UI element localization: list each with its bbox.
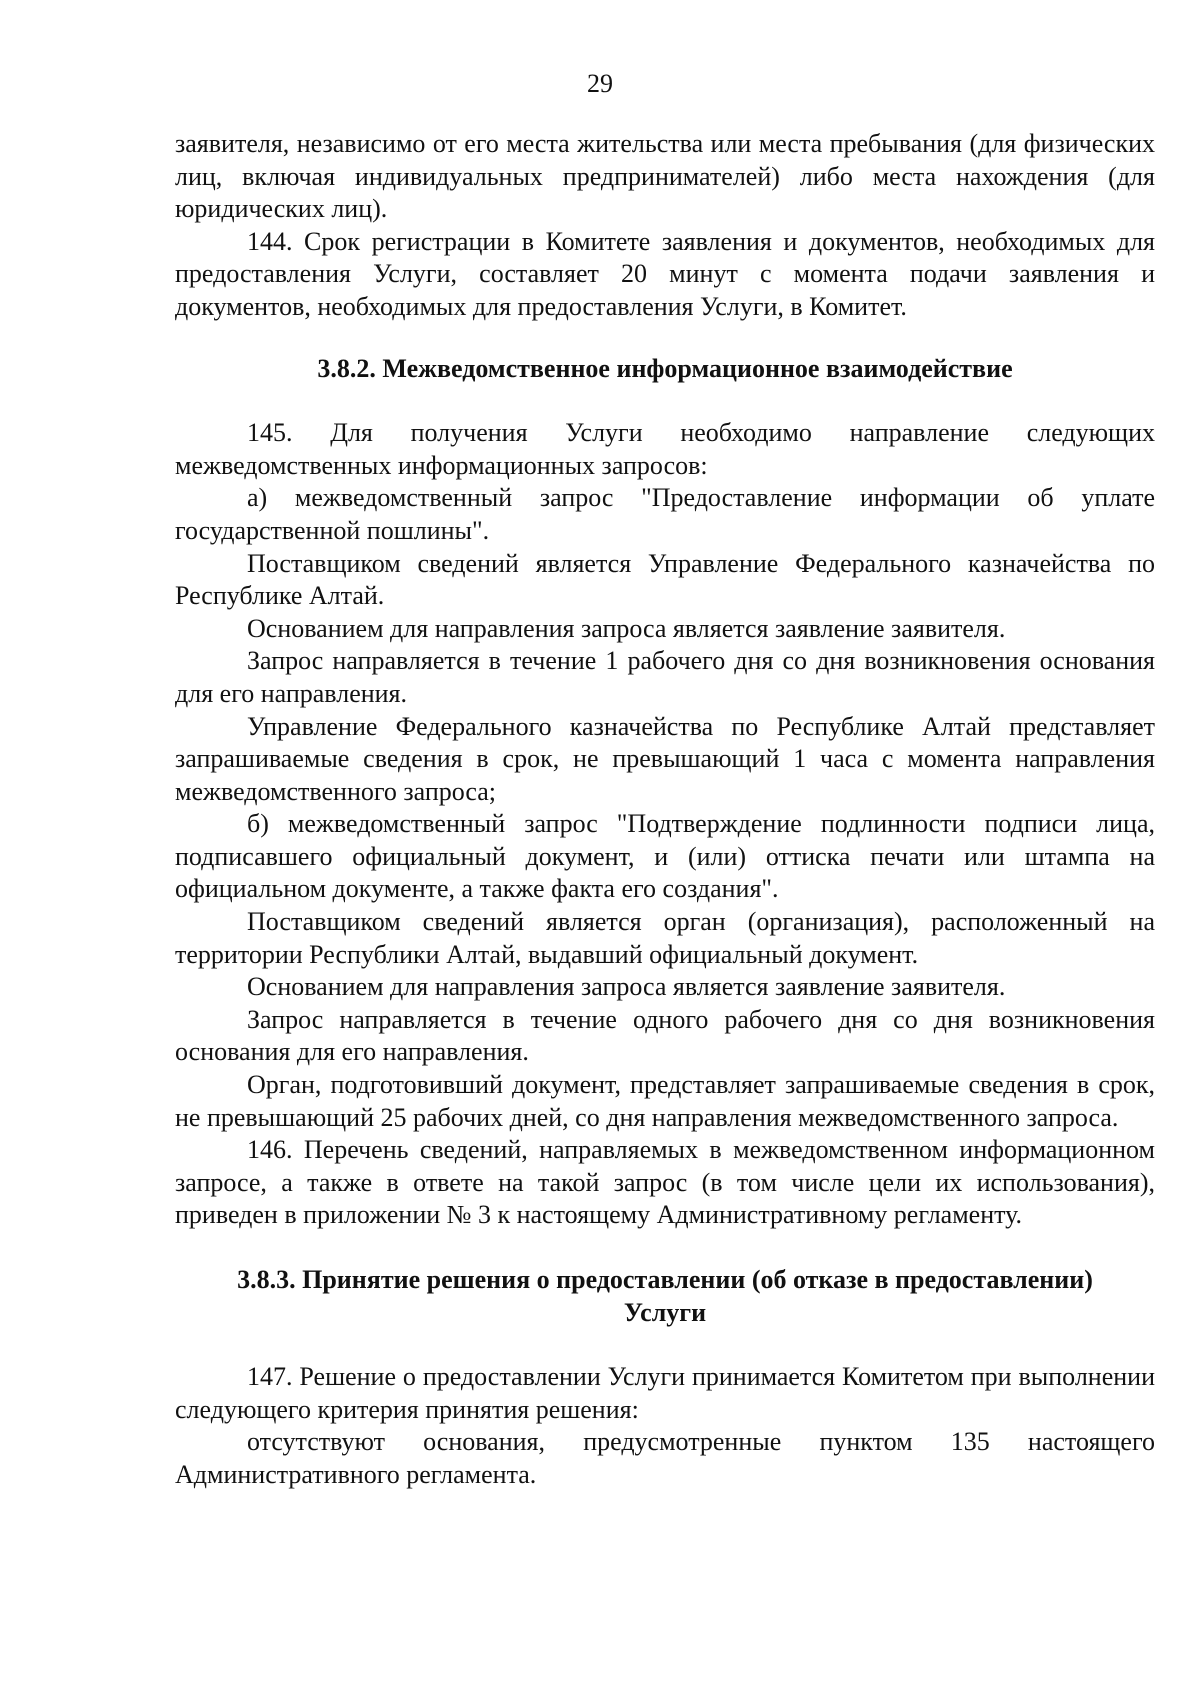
paragraph: а) межведомственный запрос "Предоставление информации об уплате государственной пошлины". xyxy=(175,483,1155,545)
section-heading-line: Услуги xyxy=(623,1297,707,1327)
page-number: 29 xyxy=(587,69,613,98)
paragraph: Основанием для направления запроса является заявление заявителя. xyxy=(247,972,1006,1002)
section-heading xyxy=(175,1264,1155,1329)
paragraph: 147. Решение о предоставлении Услуги принимается Комитетом при выполнении следующего критерия принятия решения: xyxy=(175,1362,1155,1424)
paragraph: 146. Перечень сведений, направляемых в межведомственном информационном запросе, а также в ответе на такой запрос (в том числе цели их использования), приведен в приложении № 3 к настоящему Административному регламенту. xyxy=(175,1135,1155,1230)
paragraph: б) межведомственный запрос "Подтверждение подлинности подписи лица, подписавшего официальный документ, и (или) оттиска печати или штампа на официальном документе, а также факта его создания". xyxy=(175,809,1155,904)
paragraph: Запрос направляется в течение одного рабочего дня со дня возникновения основания для его направления. xyxy=(175,1004,1155,1067)
paragraph: Поставщиком сведений является Управление Федерального казначейства по Республике Алтай. xyxy=(175,548,1155,611)
paragraph: 144. Срок регистрации в Комитете заявления и документов, необходимых для предоставления Услуги, составляет 20 минут с момента подачи заявления и документов, необходимых для предоставления Услуги, в Комитет. xyxy=(175,226,1155,321)
paragraph: Управление Федерального казначейства по Республике Алтай представляет запрашиваемые сведения в срок, не превышающий 1 часа с момента направления межведомственного запроса; xyxy=(175,711,1155,806)
section-heading-line: 3.8.3. Принятие решения о предоставлении (об отказе в предоставлении) xyxy=(237,1265,1093,1294)
paragraph: Орган, подготовивший документ, представляет запрашиваемые сведения в срок, не превышающий 25 рабочих дней, со дня направления межведомственного запроса. xyxy=(175,1070,1155,1132)
paragraph: Запрос направляется в течение 1 рабочего дня со дня возникновения основания для его направления. xyxy=(175,646,1155,708)
paragraph: 145. Для получения Услуги необходимо направление следующих межведомственных информационных запросов: xyxy=(175,418,1155,480)
paragraph: Основанием для направления запроса является заявление заявителя. xyxy=(247,613,1006,643)
paragraph: Поставщиком сведений является орган (организация), расположенный на территории Республики Алтай, выдавший официальный документ. xyxy=(175,907,1155,969)
paragraph: заявителя, независимо от его места жительства или места пребывания (для физических лиц, включая индивидуальных предпринимателей) либо места нахождения (для юридических лиц). xyxy=(175,129,1155,224)
document-body xyxy=(175,128,1155,1492)
section-heading: 3.8.2. Межведомственное информационное взаимодействие xyxy=(317,353,1013,383)
paragraph: отсутствуют основания, предусмотренные пунктом 135 настоящего Административного регламента. xyxy=(175,1427,1155,1489)
